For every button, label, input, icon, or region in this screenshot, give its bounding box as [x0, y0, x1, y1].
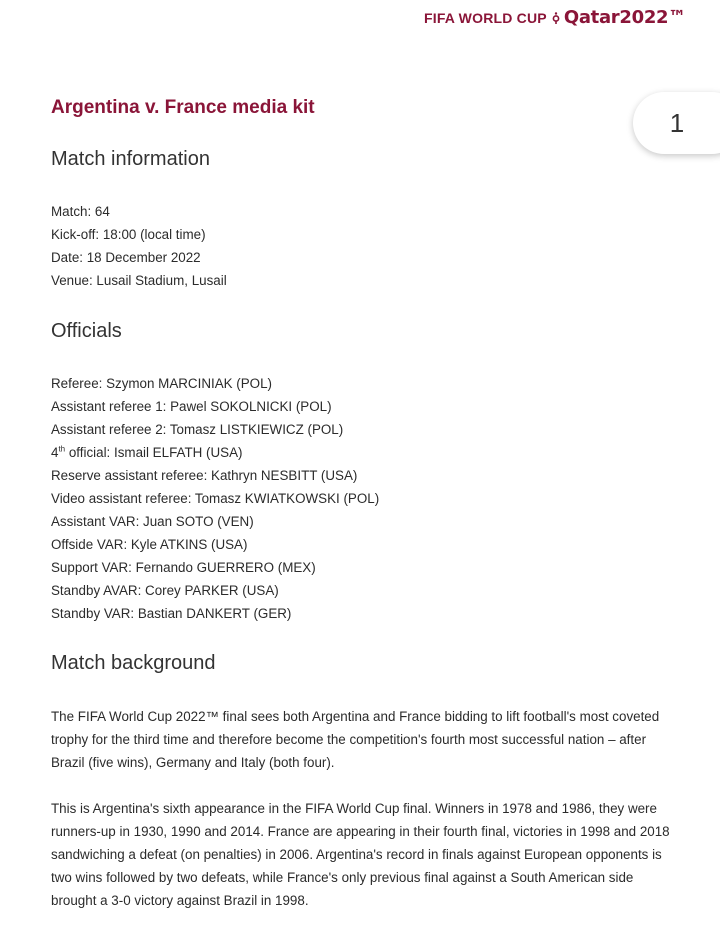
match-number: Match: 64: [51, 204, 110, 219]
ordinal-suffix: th: [58, 444, 66, 454]
match-information-heading: Match information: [51, 148, 210, 170]
official-assistant-2: Assistant referee 2: Tomasz LISTKIEWICZ (POL): [51, 422, 344, 437]
official-assistant-var: Assistant VAR: Juan SOTO (VEN): [51, 514, 254, 529]
match-background-heading: Match background: [51, 652, 216, 674]
officials-list: [51, 372, 379, 625]
fifa-world-cup-logo: [424, 7, 686, 28]
background-paragraph-2: This is Argentina's sixth appearance in the FIFA World Cup final. Winners in 1978 and 1986, they were runners-up in 1930, 1990 and 2014. France are appearing in their fourth final, victories in 1998 and 2018 sandwiching a defeat (on penalties) in 2006. Argentina's record in finals against European opponents is two wins followed by two defeats, while France's only previous final against a South American side brought a 3-0 victory against Brazil in 1998.: [51, 801, 670, 908]
match-date: Date: 18 December 2022: [51, 250, 201, 265]
official-support-var: Support VAR: Fernando GUERRERO (MEX): [51, 560, 316, 575]
officials-heading: Officials: [51, 320, 122, 342]
match-information-list: [51, 200, 227, 292]
page-number-tab: [633, 92, 720, 154]
page-number: 1: [669, 107, 685, 138]
fourth-ordinal: 4: [51, 445, 59, 460]
official-assistant-1: Assistant referee 1: Pawel SOKOLNICKI (POL): [51, 399, 332, 414]
document-title: Argentina v. France media kit: [51, 97, 315, 118]
official-fourth: [51, 441, 379, 464]
official-var: Video assistant referee: Tomasz KWIATKOWSKI (POL): [51, 491, 380, 506]
official-reserve-assistant: Reserve assistant referee: Kathryn NESBITT (USA): [51, 468, 358, 483]
kick-off-time: Kick-off: 18:00 (local time): [51, 227, 206, 242]
fourth-official-name: official: Ismail ELFATH (USA): [65, 445, 243, 460]
official-standby-avar: Standby AVAR: Corey PARKER (USA): [51, 583, 279, 598]
official-offside-var: Offside VAR: Kyle ATKINS (USA): [51, 537, 248, 552]
match-venue: Venue: Lusail Stadium, Lusail: [51, 273, 227, 288]
brand-host-wordmark: Qatar2022™: [563, 7, 686, 28]
brand-text: FIFA WORLD CUP: [423, 10, 547, 26]
trophy-emblem-icon: [552, 12, 560, 24]
official-referee: Referee: Szymon MARCINIAK (POL): [51, 376, 273, 391]
background-paragraph-1: The FIFA World Cup 2022™ final sees both Argentina and France bidding to lift football's most coveted trophy for the third time and therefore become the competition's fourth most successful nation – after Brazil (five wins), Germany and Italy (both four).: [51, 709, 660, 770]
official-standby-var: Standby VAR: Bastian DANKERT (GER): [51, 606, 292, 621]
